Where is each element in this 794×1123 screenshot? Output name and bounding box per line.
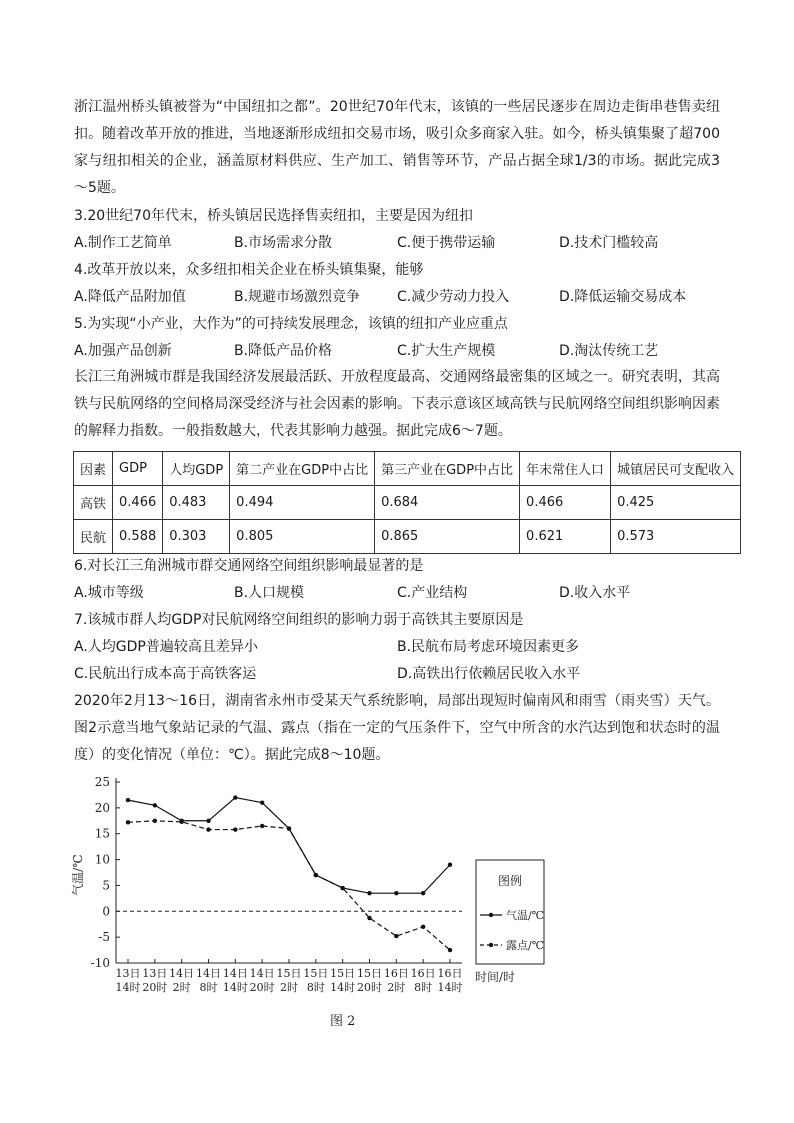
table-header-cell: 因素 [74,452,113,486]
chart-series [126,795,452,952]
q6-option-a[interactable]: A.城市等级 [74,585,144,601]
x-tick-day-label: 16日 [437,967,463,980]
x-tick-hour-label: 14时 [115,981,141,994]
table-header-cell: 年末常住人口 [520,452,611,486]
table-cell: 0.466 [113,486,163,520]
q5-option-a[interactable]: A.加强产品创新 [74,343,172,359]
table-cell: 0.588 [113,520,163,554]
table-cell: 0.805 [230,520,375,554]
q3-option-d[interactable]: D.技术门槛较高 [559,235,659,251]
dewpoint-point [394,934,398,938]
q5-option-d[interactable]: D.淘汰传统工艺 [559,343,659,359]
x-tick-hour-label: 8时 [306,981,325,994]
x-tick-day-label: 14日 [196,967,221,980]
legend-dewpoint-label: 露点/℃ [506,939,545,952]
x-tick-labels [116,967,463,994]
dewpoint-point [233,827,237,831]
x-tick-hour-label: 14时 [222,981,248,994]
table-cell: 0.466 [520,486,611,520]
factor-index-table [73,451,741,554]
legend-marker [489,913,493,917]
y-tick-label: 15 [94,826,110,841]
x-tick-day-label: 13日 [115,967,141,980]
legend-title: 图例 [497,874,523,888]
y-tick-label: 25 [94,775,110,789]
dewpoint-point [287,826,291,830]
temperature-point [206,819,210,823]
temperature-point [260,800,264,804]
temperature-point [421,891,425,895]
dewpoint-point [448,948,452,952]
question-5: 5.为实现“小产业，大作为”的可持续发展理念，该镇的纽扣产业应重点 [74,316,508,332]
question-7: 7.该城市群人均GDP对民航网络空间组织的影响力弱于高铁其主要原因是 [74,612,524,628]
y-tick-label: 20 [94,800,110,815]
table-header-cell: 人均GDP [163,452,230,486]
x-tick-day-label: 13日 [142,967,168,980]
x-tick-hour-label: 8时 [199,981,218,994]
table-cell: 0.425 [611,486,741,520]
x-tick-day-label: 14日 [249,967,275,980]
table-header-cell: GDP [113,452,163,486]
x-tick-day-label: 15日 [276,967,302,980]
table-row [74,486,741,520]
question-4: 4.改革开放以来，众多纽扣相关企业在桥头镇集聚，能够 [74,262,424,278]
x-tick-hour-label: 2时 [387,981,406,994]
x-tick-day-label: 15日 [303,967,329,980]
x-tick-hour-label: 20时 [357,981,382,994]
dewpoint-point [126,820,130,824]
q7-option-d[interactable]: D.高铁出行依赖居民收入水平 [397,666,581,682]
q6-option-c[interactable]: C.产业结构 [397,585,468,601]
table-cell: 0.621 [520,520,611,554]
legend-temperature-label: 气温/℃ [506,909,545,922]
temperature-point [126,798,130,802]
table-row [74,520,741,554]
q3-option-a[interactable]: A.制作工艺简单 [74,235,172,251]
dewpoint-point [206,827,210,831]
x-tick-hour-label: 8时 [414,981,433,994]
dewpoint-point [153,819,157,823]
q6-option-d[interactable]: D.收入水平 [559,585,631,601]
figure-caption: 图 2 [330,1014,356,1029]
chart-axes [116,778,462,963]
q7-option-a[interactable]: A.人均GDP普遍较高且差异小 [74,639,258,655]
x-tick-hour-label: 2时 [172,981,191,994]
table-cell: 0.573 [611,520,741,554]
table-header-cell: 第二产业在GDP中占比 [230,452,375,486]
table-cell: 0.483 [163,486,230,520]
x-tick-day-label: 16日 [383,967,409,980]
dewpoint-point [260,824,264,828]
y-tick-label: -10 [90,956,110,970]
dewpoint-point [421,925,425,929]
y-tick-label: 10 [94,852,110,867]
y-tick-labels [91,775,110,970]
x-tick-hour-label: 20时 [142,981,168,994]
x-tick-day-label: 16日 [410,967,436,980]
q3-option-c[interactable]: C.便于携带运输 [397,235,496,251]
passage-button-industry: 浙江温州桥头镇被誉为“中国纽扣之都”。20世纪70年代末，该镇的一些居民逐步在周边走街串巷售卖纽扣。随着改革开放的推进，当地逐渐形成纽扣交易市场，吸引众多商家入驻。如今，桥头镇集聚了超700家与纽扣相关的企业，涵盖原材料供应、生产加工、销售等环节，产品占据全球1/3的市场。据此完成3～5题。 [74,99,720,196]
x-tick-hour-label: 20时 [249,981,275,994]
legend-marker [489,943,493,947]
chart-legend [476,860,544,964]
table-cell: 高铁 [74,486,113,520]
q3-option-b[interactable]: B.市场需求分散 [234,235,333,251]
temperature-line [128,798,450,894]
y-tick-label: -5 [98,930,110,945]
x-tick-day-label: 14日 [222,967,248,980]
x-tick-hour-label: 2时 [280,981,298,994]
dewpoint-point [179,820,183,824]
q7-option-b[interactable]: B.民航布局考虑环境因素更多 [397,639,580,655]
dewpoint-point [314,873,318,877]
temperature-dewpoint-chart [70,770,550,1008]
x-tick-day-label: 15日 [330,967,356,980]
temperature-point [233,795,237,799]
temperature-point [394,891,398,895]
temperature-point [367,891,371,895]
dewpoint-line [128,821,450,950]
q7-option-c[interactable]: C.民航出行成本高于高铁客运 [74,666,257,682]
x-tick-day-label: 15日 [357,967,382,980]
table-cell: 0.865 [375,520,520,554]
q4-option-c[interactable]: C.减少劳动力投入 [397,289,510,305]
q4-option-a[interactable]: A.降低产品附加值 [74,289,186,305]
temperature-point [448,863,452,867]
x-tick-hour-label: 14时 [437,981,463,994]
q6-option-b[interactable]: B.人口规模 [234,585,305,601]
dewpoint-point [340,886,344,890]
table-header-cell: 城镇居民可支配收入 [611,452,741,486]
passage-transport-network: 长江三角洲城市群是我国经济发展最活跃、开放程度最高、交通网络最密集的区域之一。研究表明，其高铁与民航网络的空间格局深受经济与社会因素的影响。下表示意该区域高铁与民航网络空间组织影响因素的解释力指数。一般指数越大，代表其影响力越强。据此完成6～7题。 [74,369,720,439]
table-cell: 民航 [74,520,113,554]
q5-option-c[interactable]: C.扩大生产规模 [397,343,496,359]
y-tick-label: 5 [102,878,110,893]
x-tick-day-label: 14日 [169,967,195,980]
x-axis-label: 时间/时 [475,970,516,984]
question-3: 3.20世纪70年代末，桥头镇居民选择售卖纽扣，主要是因为纽扣 [74,208,473,224]
q4-option-d[interactable]: D.降低运输交易成本 [559,289,687,305]
q4-option-b[interactable]: B.规避市场激烈竞争 [234,289,361,305]
dewpoint-point [367,916,371,920]
y-tick-label: 0 [102,904,110,919]
table-cell: 0.494 [230,486,375,520]
y-axis-label: 气温/℃ [71,854,85,896]
passage-weather: 2020年2月13～16日，湖南省永州市受某天气系统影响，局部出现短时偏南风和雨雪（雨夹雪）天气。图2示意当地气象站记录的气温、露点（指在一定的气压条件下，空气中所含的水汽达到饱和状态时的温度）的变化情况（单位：℃）。据此完成8～10题。 [74,693,720,763]
table-header-row [74,452,741,486]
temperature-point [153,803,157,807]
question-6: 6.对长江三角洲城市群交通网络空间组织影响最显著的是 [74,558,424,574]
table-cell: 0.684 [375,486,520,520]
table-header-cell: 第三产业在GDP中占比 [375,452,520,486]
table-cell: 0.303 [163,520,230,554]
x-tick-hour-label: 14时 [330,981,356,994]
q5-option-b[interactable]: B.降低产品价格 [234,343,333,359]
